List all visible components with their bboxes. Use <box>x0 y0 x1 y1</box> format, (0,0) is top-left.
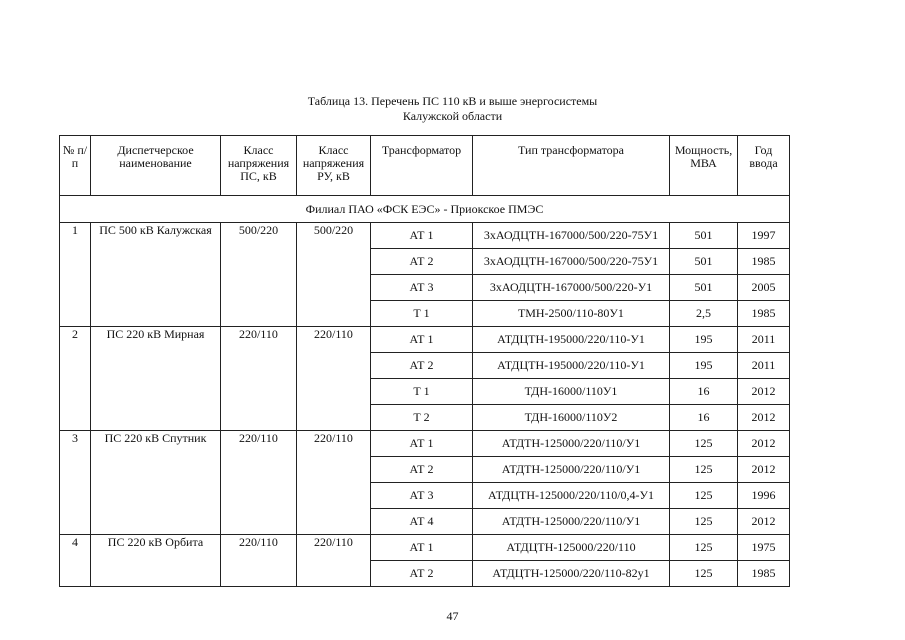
table-body <box>60 196 790 587</box>
transformer-type: АТДЦТН-125000/220/110 <box>473 535 670 561</box>
transformer-year: 1997 <box>738 223 790 249</box>
transformer-year: 1985 <box>738 561 790 587</box>
transformer-power: 501 <box>670 275 738 301</box>
transformer-name: Т 2 <box>371 405 473 431</box>
transformer-type: 3хАОДЦТН-167000/500/220-75У1 <box>473 223 670 249</box>
transformer-power: 2,5 <box>670 301 738 327</box>
transformer-type: АТДЦТН-125000/220/110-82у1 <box>473 561 670 587</box>
transformer-power: 125 <box>670 561 738 587</box>
transformer-type: АТДЦТН-195000/220/110-У1 <box>473 327 670 353</box>
transformer-name: АТ 2 <box>371 249 473 275</box>
transformer-name: АТ 1 <box>371 327 473 353</box>
substation-name: ПС 220 кВ Орбита <box>91 535 221 587</box>
substation-number: 3 <box>60 431 91 535</box>
transformer-year: 1985 <box>738 249 790 275</box>
transformer-name: АТ 2 <box>371 457 473 483</box>
table-caption <box>0 94 905 124</box>
transformer-power: 16 <box>670 405 738 431</box>
substation-class-ru: 220/110 <box>297 327 371 431</box>
transformer-power: 125 <box>670 535 738 561</box>
transformer-year: 2012 <box>738 405 790 431</box>
substation-class-ps: 220/110 <box>221 431 297 535</box>
transformer-name: Т 1 <box>371 379 473 405</box>
transformer-year: 1975 <box>738 535 790 561</box>
transformer-type: АТДТН-125000/220/110/У1 <box>473 509 670 535</box>
header-year: Год ввода <box>738 136 790 196</box>
transformer-power: 501 <box>670 249 738 275</box>
header-class-ps: Класс напряжения ПС, кВ <box>221 136 297 196</box>
transformer-power: 125 <box>670 457 738 483</box>
transformer-type: 3хАОДЦТН-167000/500/220-У1 <box>473 275 670 301</box>
substation-class-ru: 500/220 <box>297 223 371 327</box>
transformer-name: АТ 3 <box>371 483 473 509</box>
table-row <box>60 327 790 353</box>
substation-number: 2 <box>60 327 91 431</box>
table-row <box>60 431 790 457</box>
branch-label: Филиал ПАО «ФСК ЕЭС» - Приокское ПМЭС <box>60 196 790 223</box>
transformer-year: 2012 <box>738 431 790 457</box>
transformer-year: 2012 <box>738 457 790 483</box>
transformer-year: 2012 <box>738 509 790 535</box>
substation-name: ПС 500 кВ Калужская <box>91 223 221 327</box>
substation-name: ПС 220 кВ Спутник <box>91 431 221 535</box>
table-row <box>60 223 790 249</box>
table-row <box>60 535 790 561</box>
table-caption-line1: Таблица 13. Перечень ПС 110 кВ и выше энергосистемы <box>307 94 598 108</box>
transformer-year: 1985 <box>738 301 790 327</box>
transformer-name: АТ 1 <box>371 535 473 561</box>
transformer-type: АТДЦТН-195000/220/110-У1 <box>473 353 670 379</box>
substation-class-ru: 220/110 <box>297 535 371 587</box>
transformer-power: 195 <box>670 353 738 379</box>
header-name: Диспетчерское наименование <box>91 136 221 196</box>
page-number: 47 <box>446 609 459 623</box>
transformer-year: 2011 <box>738 353 790 379</box>
header-power: Мощность, МВА <box>670 136 738 196</box>
transformer-year: 2012 <box>738 379 790 405</box>
branch-row <box>60 196 790 223</box>
transformer-type: 3хАОДЦТН-167000/500/220-75У1 <box>473 249 670 275</box>
transformer-type: АТДЦТН-125000/220/110/0,4-У1 <box>473 483 670 509</box>
substations-table <box>59 135 790 587</box>
transformer-year: 2011 <box>738 327 790 353</box>
transformer-name: АТ 1 <box>371 431 473 457</box>
transformer-name: АТ 2 <box>371 561 473 587</box>
header-transformer: Трансформатор <box>371 136 473 196</box>
transformer-power: 125 <box>670 483 738 509</box>
transformer-name: АТ 4 <box>371 509 473 535</box>
transformer-type: АТДТН-125000/220/110/У1 <box>473 457 670 483</box>
transformer-type: АТДТН-125000/220/110/У1 <box>473 431 670 457</box>
transformer-type: ТДН-16000/110У2 <box>473 405 670 431</box>
transformer-type: ТМН-2500/110-80У1 <box>473 301 670 327</box>
transformer-name: АТ 1 <box>371 223 473 249</box>
transformer-year: 2005 <box>738 275 790 301</box>
substation-number: 1 <box>60 223 91 327</box>
table-caption-line2: Калужской области <box>402 109 503 123</box>
substation-name: ПС 220 кВ Мирная <box>91 327 221 431</box>
substation-class-ps: 500/220 <box>221 223 297 327</box>
transformer-power: 501 <box>670 223 738 249</box>
transformer-power: 16 <box>670 379 738 405</box>
substation-class-ru: 220/110 <box>297 431 371 535</box>
header-num: № п/п <box>60 136 91 196</box>
transformer-name: Т 1 <box>371 301 473 327</box>
transformer-power: 125 <box>670 509 738 535</box>
substation-number: 4 <box>60 535 91 587</box>
transformer-year: 1996 <box>738 483 790 509</box>
transformer-name: АТ 3 <box>371 275 473 301</box>
transformer-type: ТДН-16000/110У1 <box>473 379 670 405</box>
transformer-power: 195 <box>670 327 738 353</box>
transformer-power: 125 <box>670 431 738 457</box>
substation-class-ps: 220/110 <box>221 535 297 587</box>
header-row <box>60 136 790 196</box>
transformer-name: АТ 2 <box>371 353 473 379</box>
header-type: Тип трансформатора <box>473 136 670 196</box>
substation-class-ps: 220/110 <box>221 327 297 431</box>
header-class-ru: Класс напряжения РУ, кВ <box>297 136 371 196</box>
